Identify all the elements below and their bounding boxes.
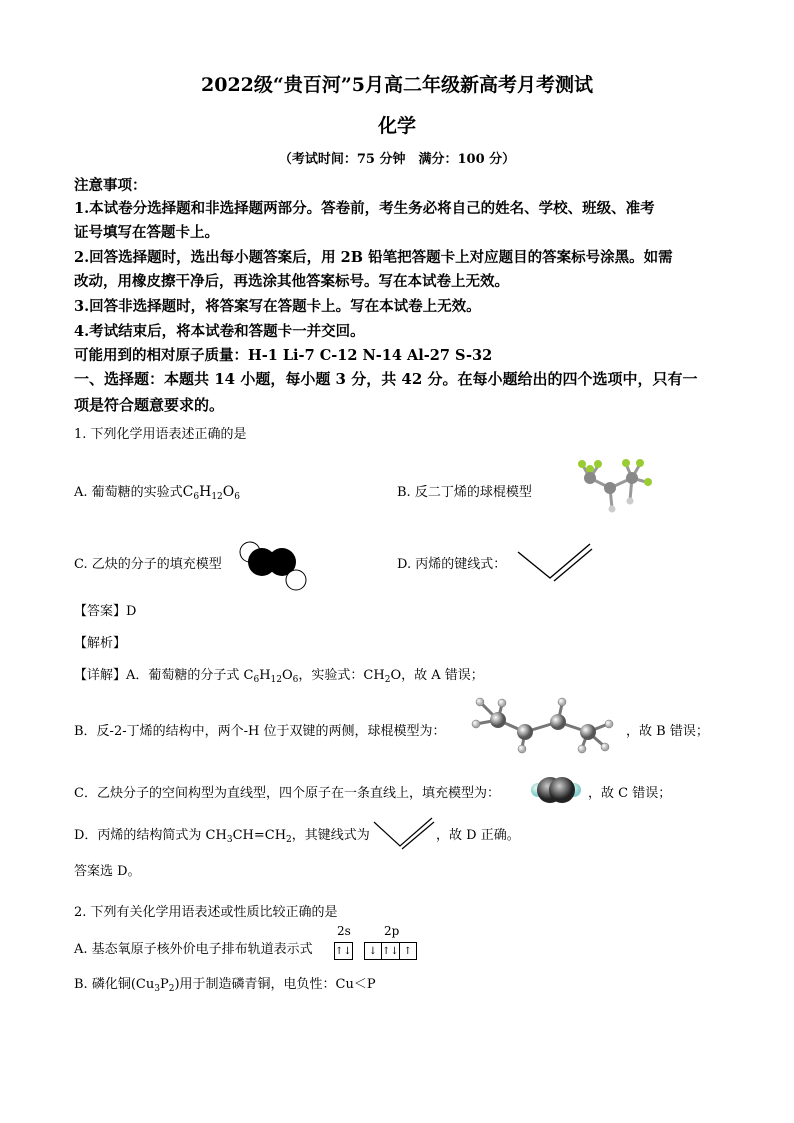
section-1-line-2: 项是符合题意要求的。 — [74, 396, 225, 414]
orbital-2s-electrons: ↑↓ — [335, 943, 353, 960]
q1-detail-a: 【详解】A．葡萄糖的分子式 $C_6H_{12}O_6$，实验式：$CH_2O$，故 A 错误； — [74, 668, 484, 685]
glucose-formula: $C_6H_{12}O_6$ — [182, 484, 240, 502]
acetylene-space-filling-explanation-model — [530, 772, 582, 808]
orbital-2p-1: ↓ — [365, 943, 382, 960]
note-2a: 2.回答选择题时，选出每小题答案后，用 2B 铅笔把答题卡上对应题目的答案标号涂黑。如需 — [74, 249, 673, 266]
orbital-2s-box — [334, 942, 353, 960]
q1-detail-b-text: B．反-2-丁烯的结构中，两个-H 位于双键的两侧，球棍模型为： — [74, 724, 446, 739]
subject-title: 化学 — [377, 115, 416, 137]
q2-option-a-label: A. 基态氧原子核外价电子排布轨道表示式 — [74, 942, 313, 957]
section-1-line-1: 一、选择题：本题共 14 小题，每小题 3 分，共 42 分。在每小题给出的四个选项中，只有一 — [74, 370, 698, 388]
notes-heading: 注意事项： — [74, 177, 147, 194]
orbital-2p-3: ↑ — [399, 943, 416, 960]
note-4: 4.考试结束后，将本试卷和答题卡一并交回。 — [74, 323, 365, 340]
q1-detail-d-suffix: ，故 D 正确。 — [436, 828, 520, 843]
q1-option-a — [74, 481, 240, 502]
q1-detail-c-text: C．乙炔分子的空间构型为直线型，四个原子在一条直线上，填充模型为： — [74, 786, 500, 801]
q1-conclusion: 答案选 D。 — [74, 864, 141, 879]
q1-detail-d: D．丙烯的结构简式为 $CH_3CH=CH_2$，其键线式为 — [74, 828, 370, 845]
q1-analysis-heading: 【解析】 — [74, 636, 127, 651]
orbital-2p-boxes — [364, 942, 417, 960]
q1-detail-b-suffix: ，故 B 错误； — [626, 724, 709, 739]
q1-option-c-label: C. 乙炔的分子的填充模型 — [74, 557, 222, 572]
orbital-2p-label: 2p — [384, 924, 400, 938]
note-2b: 改动，用橡皮擦干净后，再选涂其他答案标号。写在本试卷上无效。 — [74, 273, 509, 290]
q1-answer: 【答案】D — [74, 604, 137, 619]
orbital-2s-label: 2s — [337, 924, 351, 938]
q1-stem: 1. 下列化学用语表述正确的是 — [74, 427, 247, 442]
q1-detail-c-suffix: ，故 C 错误； — [588, 786, 672, 801]
q2-option-b: B. 磷化铜$(Cu_3P_2)$用于制造磷青铜，电负性：Cu＜P — [74, 977, 376, 994]
orbital-2p-2: ↑↓ — [382, 943, 400, 960]
exam-info: （考试时间：75 分钟 满分：100 分） — [278, 152, 516, 167]
exam-title: 2022级“贵百河”5月高二年级新高考月考测试 — [201, 74, 593, 96]
q1-option-a-label: A. 葡萄糖的实验式 — [74, 485, 183, 500]
q2-stem: 2. 下列有关化学用语表述或性质比较正确的是 — [74, 905, 338, 920]
q1-option-d-label: D. 丙烯的键线式： — [397, 557, 507, 572]
trans-butene-ball-stick-explanation-model — [470, 694, 620, 754]
note-1b: 证号填写在答题卡上。 — [74, 224, 219, 241]
atomic-mass-line: 可能用到的相对原子质量：H-1 Li-7 C-12 N-14 Al-27 S-32 — [74, 347, 493, 364]
note-1a: 1.本试卷分选择题和非选择题两部分。答卷前，考生务必将自己的姓名、学校、班级、准考 — [74, 200, 655, 217]
propene-skeletal-formula — [516, 540, 596, 582]
trans-butene-ball-stick-model — [570, 452, 660, 522]
propene-skeletal-explanation — [372, 814, 436, 850]
note-3: 3.回答非选择题时，将答案写在答题卡上。写在本试卷上无效。 — [74, 298, 481, 315]
acetylene-space-filling-model — [236, 540, 312, 592]
q1-option-b-label: B. 反二丁烯的球棍模型 — [397, 485, 532, 500]
